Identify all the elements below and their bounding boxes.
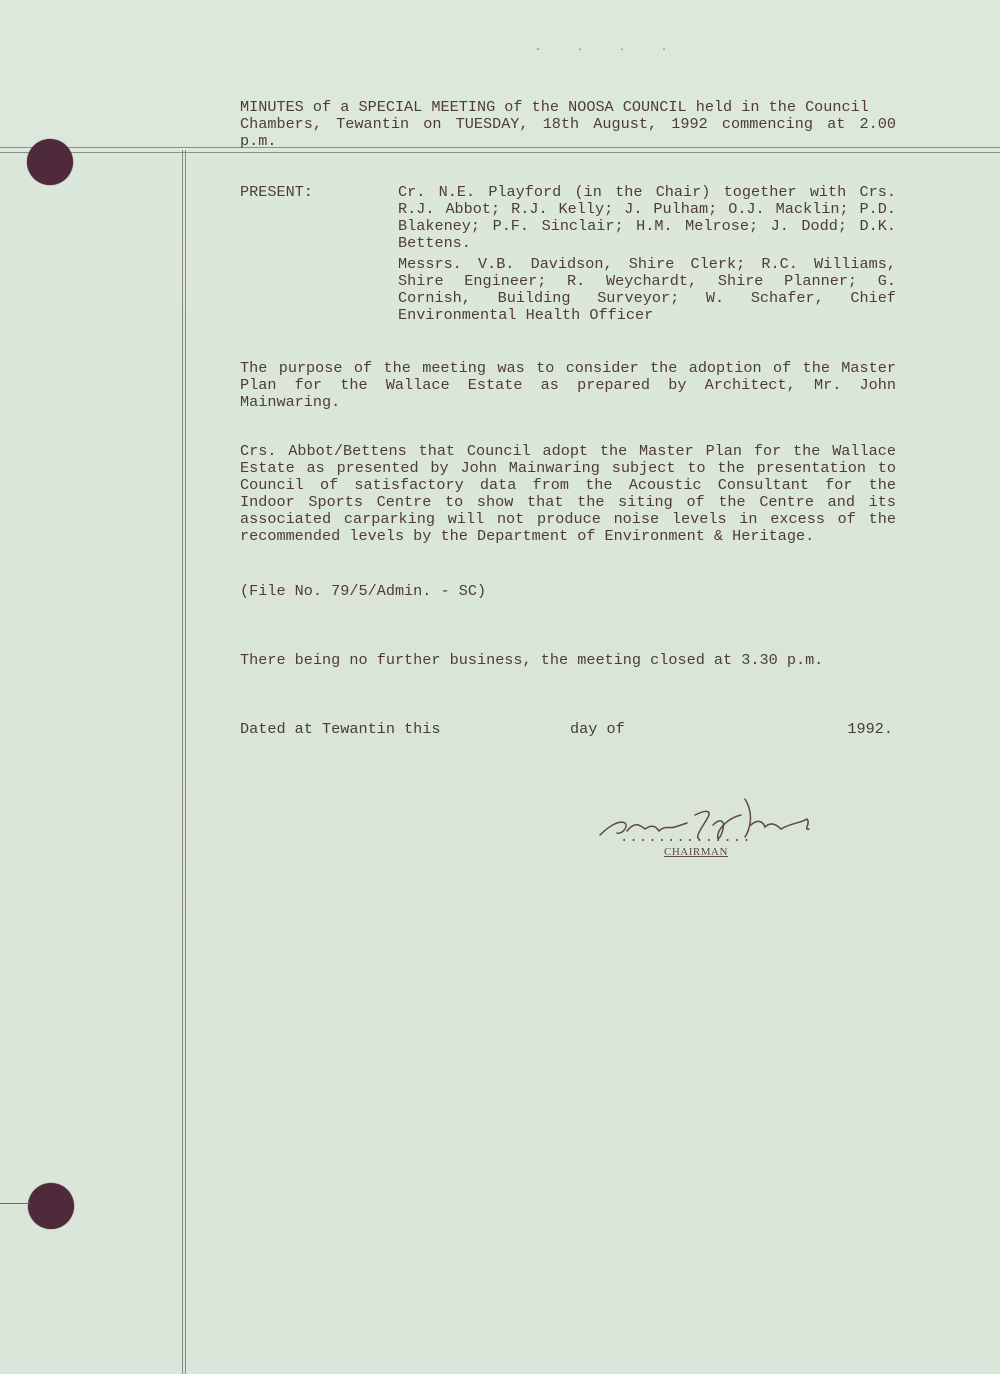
meeting-purpose: The purpose of the meeting was to consider the adoption of the Master Plan for the Wallace Estate as prepared by Architect, Mr. John Mainwaring. (240, 359, 896, 411)
signature-dotted-line: .............. (620, 830, 752, 846)
scan-artifacts: - · · · (535, 45, 676, 56)
resolution-text: Crs. Abbot/Bettens that Council adopt the Master Plan for the Wallace Estate as presented by John Mainwaring subject to the presentation to Council of satisfactory data from the Acoustic Consultant for the Indoor Sports Centre to show that the siting of the Centre and its associated carparking will not produce noise levels in excess of the recommended levels by the Department of Environment & Heritage. (240, 442, 896, 545)
hole-guide-line (0, 1203, 30, 1204)
present-label: PRESENT: (240, 183, 313, 201)
dated-prefix: Dated at Tewantin this (240, 720, 441, 738)
punch-hole-top-icon (27, 139, 73, 185)
present-councillors: Cr. N.E. Playford (in the Chair) together with Crs. R.J. Abbot; R.J. Kelly; J. Pulham; O.J. Macklin; P.D. Blakeney; P.F. Sinclair; H.M. Melrose; J. Dodd; D.K. Bettens. (398, 183, 896, 252)
dated-middle: day of (570, 720, 625, 738)
closing-statement: There being no further business, the meeting closed at 3.30 p.m. (240, 651, 824, 669)
heading-line-1: MINUTES of a SPECIAL MEETING of the NOOSA COUNCIL held in the Council (240, 98, 869, 116)
punch-hole-bottom-icon (28, 1183, 74, 1229)
file-number: (File No. 79/5/Admin. - SC) (240, 582, 487, 600)
dated-year: 1992. (847, 720, 893, 738)
margin-rule-vertical (182, 150, 186, 1374)
chairman-label: CHAIRMAN (664, 846, 728, 858)
present-officers: Messrs. V.B. Davidson, Shire Clerk; R.C. Williams, Shire Engineer; R. Weychardt, Shire Planner; G. Cornish, Building Surveyor; W. Schafer, Chief Environmental Health Officer (398, 255, 896, 324)
dated-line (240, 720, 893, 737)
heading-line-2: Chambers, Tewantin on TUESDAY, 18th August, 1992 commencing at 2.00 p.m. (240, 115, 896, 150)
minutes-heading (240, 99, 896, 150)
